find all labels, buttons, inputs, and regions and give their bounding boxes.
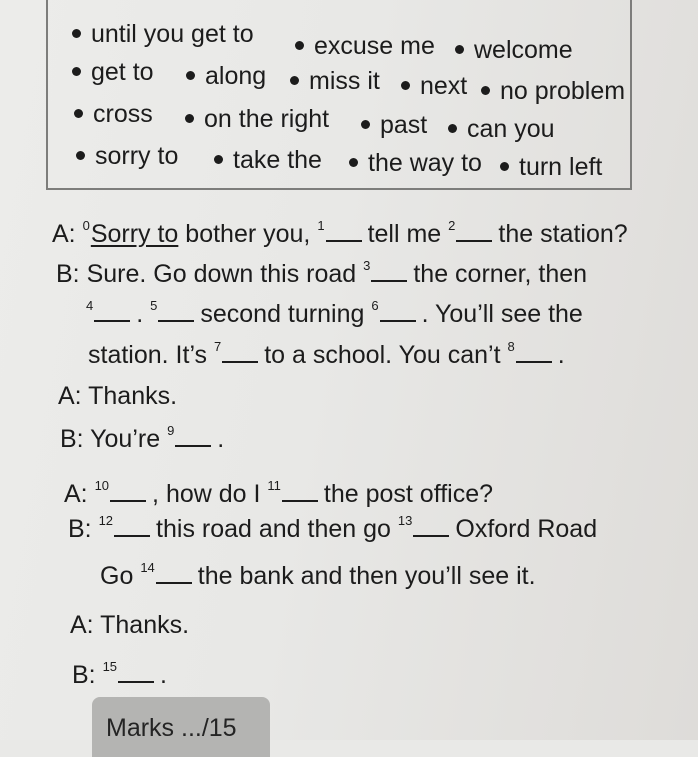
answer-blank[interactable] [114, 517, 150, 537]
bullet-icon [448, 124, 457, 133]
answer-blank[interactable] [94, 302, 130, 322]
answer-blank[interactable] [118, 663, 154, 683]
word-item: the way to [349, 151, 482, 176]
bullet-icon [290, 76, 299, 85]
answer-blank[interactable] [380, 302, 416, 322]
answer-blank[interactable] [222, 343, 258, 363]
word-item: next [401, 74, 467, 99]
dialogue-line-8: B: $^{12}$ this road and then go $^{13}$ Oxford Road [68, 513, 598, 543]
answer-blank[interactable] [158, 302, 194, 322]
dialogue-line-1: A: $^0$Sorry to bother you, $^1$ tell me $^2$ the station? [52, 218, 628, 248]
word-item: no problem [481, 79, 625, 104]
dialogue-line-3: $^4$ . $^5$ second turning $^6$ . You’ll see the [86, 298, 583, 328]
dialogue-line-7: A: $^{10}$ , how do I $^{11}$ the post office? [64, 478, 494, 508]
answer-blank[interactable] [413, 517, 449, 537]
bullet-icon [72, 29, 81, 38]
word-item: excuse me [295, 34, 435, 59]
bullet-icon [72, 67, 81, 76]
answer-blank[interactable] [110, 482, 146, 502]
dialogue-line-5: A: Thanks. [58, 382, 178, 410]
answer-blank[interactable] [175, 427, 211, 447]
dialogue-line-2: B: Sure. Go down this road $^3$ the corner, then [56, 258, 588, 288]
dialogue-line-10: A: Thanks. [70, 611, 190, 639]
dialogue-line-6: B: You’re $^9$ . [60, 423, 225, 453]
bullet-icon [500, 162, 509, 171]
bullet-icon [361, 120, 370, 129]
answer-blank[interactable] [282, 482, 318, 502]
bullet-icon [214, 155, 223, 164]
word-item: welcome [455, 38, 573, 63]
bullet-icon [186, 71, 195, 80]
marks-label: Marks .../15 [106, 714, 237, 742]
dialogue-line-11: B: $^{15}$ . [72, 659, 167, 689]
dialogue-line-4: station. It’s $^7$ to a school. You can’t $^8$ . [88, 339, 565, 369]
word-item: take the [214, 148, 322, 173]
bullet-icon [349, 158, 358, 167]
word-item: sorry to [76, 144, 178, 169]
answer-blank[interactable] [456, 222, 492, 242]
dialogue-line-9: Go $^{14}$ the bank and then you’ll see it. [100, 560, 536, 590]
example-answer: Sorry to [90, 220, 179, 248]
word-item: along [186, 64, 266, 89]
word-item: past [361, 113, 427, 138]
bullet-icon [455, 45, 464, 54]
bullet-icon [295, 41, 304, 50]
answer-blank[interactable] [516, 343, 552, 363]
word-item: cross [74, 102, 153, 127]
bullet-icon [481, 86, 490, 95]
word-item: miss it [290, 69, 380, 94]
word-item: turn left [500, 155, 602, 180]
word-item: can you [448, 117, 555, 142]
bullet-icon [74, 109, 83, 118]
bullet-icon [185, 114, 194, 123]
word-item: on the right [185, 107, 329, 132]
bullet-icon [401, 81, 410, 90]
word-item: get to [72, 60, 154, 85]
answer-blank[interactable] [326, 222, 362, 242]
answer-blank[interactable] [371, 262, 407, 282]
word-item: until you get to [72, 22, 254, 47]
answer-blank[interactable] [156, 564, 192, 584]
bullet-icon [76, 151, 85, 160]
